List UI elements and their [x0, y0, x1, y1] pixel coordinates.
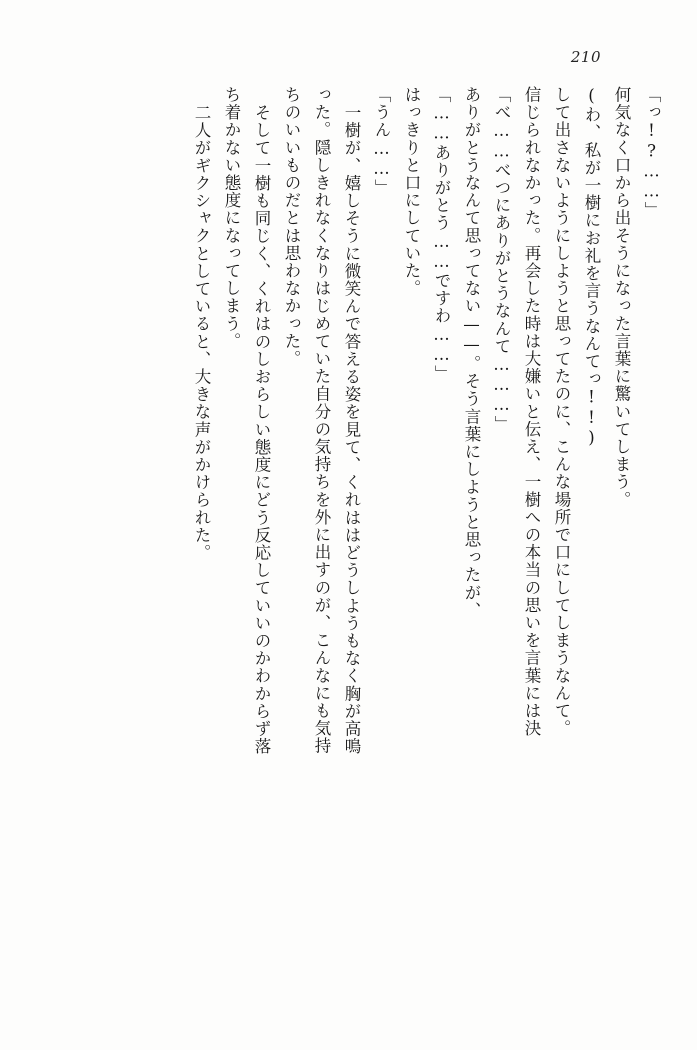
text-column: はっきりと口にしていた。 — [402, 86, 421, 298]
text-column: 信じられなかった。再会した時は大嫌いと伝え、一樹への本当の思いを言葉には決 — [522, 86, 541, 738]
text-column: 二人がギクシャクとしていると、大きな声がかけられた。 — [192, 104, 211, 562]
text-column: (わ、私が一樹にお礼を言うなんてっ!!) — [582, 86, 601, 448]
text-column: った。隠しきれなくなりはじめていた自分の気持ちを外に出すのが、こんなにも気持 — [312, 86, 331, 755]
page-number: 210 — [570, 48, 601, 66]
text-column: ありがとうなんて思ってない——。そう言葉にしようと思ったが、 — [462, 86, 481, 619]
text-column: して出さないようにしようと思ってたのに、こんな場所で口にしてしまうなんて。 — [552, 86, 571, 738]
text-column: 「うん……」 — [372, 86, 391, 197]
text-column: 何気なく口から出そうになった言葉に驚いてしまう。 — [612, 86, 631, 509]
text-column: ち着かない態度になってしまう。 — [222, 86, 241, 350]
text-column: 「……ありがとう……ですわ……」 — [432, 86, 451, 383]
text-column: ちのいいものだとは思わなかった。 — [282, 86, 301, 368]
text-column: 「べ……べつにありがとうなんて………」 — [492, 86, 511, 433]
text-column: そして一樹も同じく、くれはのしおらしい態度にどう反応していいのかわからず落 — [252, 104, 271, 756]
text-column: 一樹が、嬉しそうに微笑んで答える姿を見て、くれははどうしようもなく胸が高鳴 — [342, 104, 361, 756]
vertical-text-block — [52, 86, 659, 986]
text-column: 「っ!?……」 — [642, 86, 661, 220]
